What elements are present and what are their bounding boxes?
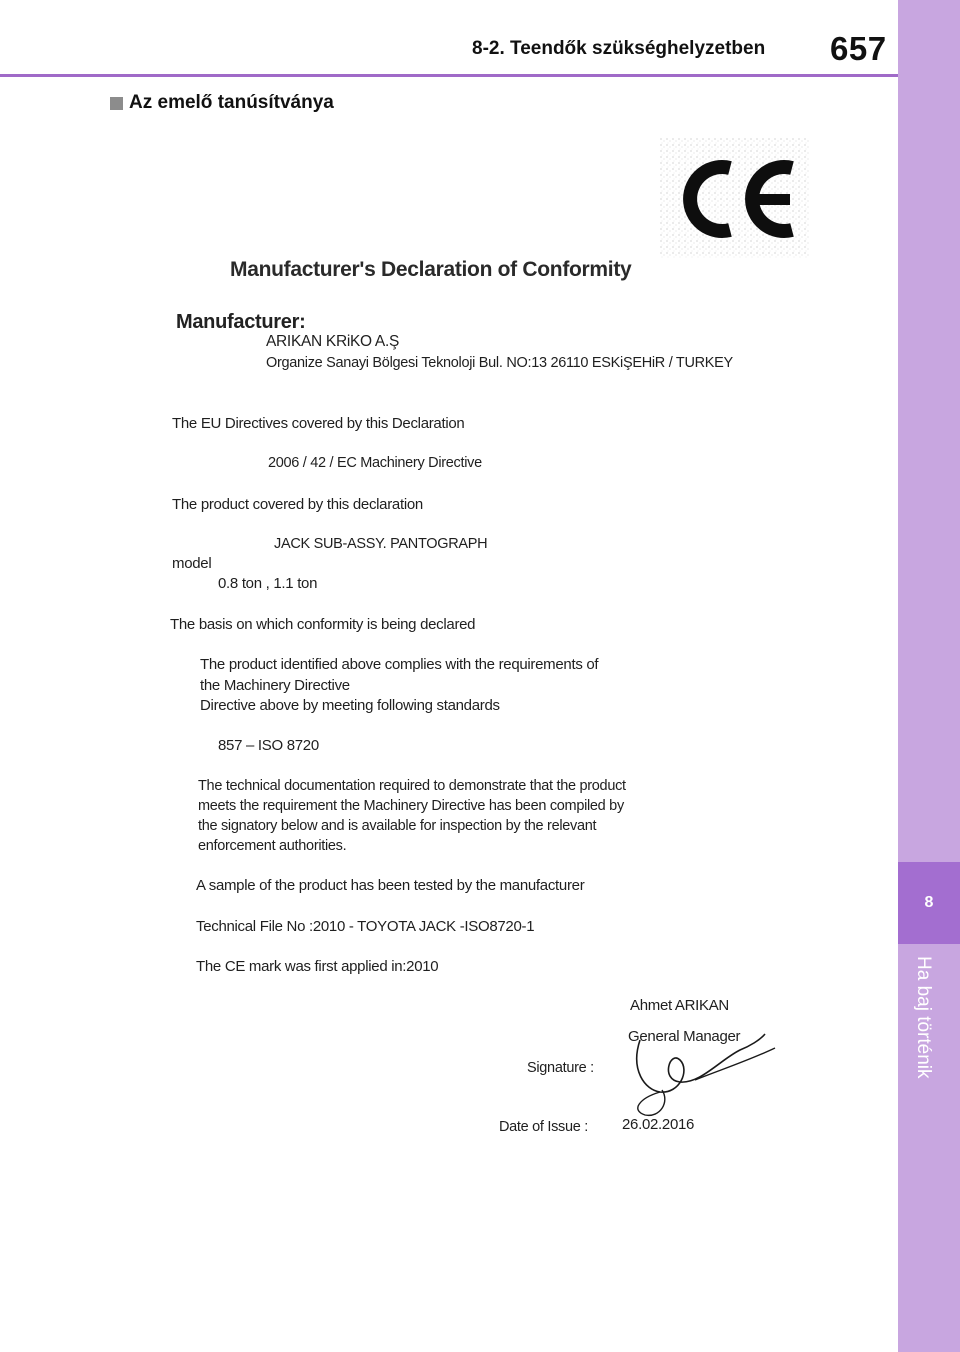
- header-rule: [0, 74, 898, 77]
- signer-name: Ahmet ARIKAN: [630, 997, 729, 1014]
- technical-line: enforcement authorities.: [198, 838, 347, 854]
- chapter-number: 8: [924, 894, 934, 911]
- basis-line: the Machinery Directive: [200, 677, 350, 694]
- manufacturer-address: Organize Sanayi Bölgesi Teknoloji Bul. NO:13 26110 ESKiŞEHiR / TURKEY: [266, 355, 733, 371]
- directive: 2006 / 42 / EC Machinery Directive: [268, 455, 482, 471]
- model-values: 0.8 ton , 1.1 ton: [218, 575, 318, 592]
- product-name: JACK SUB-ASSY. PANTOGRAPH: [274, 536, 488, 552]
- basis-label: The basis on which conformity is being declared: [170, 616, 476, 633]
- subsection-heading: [110, 92, 334, 114]
- page-number: 657: [830, 30, 887, 67]
- date-value: 26.02.2016: [622, 1116, 695, 1133]
- technical-file: Technical File No :2010 - TOYOTA JACK -ISO8720-1: [196, 918, 535, 935]
- manufacturer-label: Manufacturer:: [176, 311, 306, 333]
- subsection-title: Az emelő tanúsítványa: [129, 92, 334, 113]
- signature-icon: [600, 1020, 780, 1120]
- basis-line: Directive above by meeting following standards: [200, 697, 500, 714]
- standard: 857 – ISO 8720: [218, 737, 319, 754]
- signer-title: General Manager: [628, 1028, 741, 1045]
- product-label: The product covered by this declaration: [172, 496, 423, 513]
- sample-statement: A sample of the product has been tested by the manufacturer: [196, 877, 585, 894]
- section-title: 8-2. Teendők szükséghelyzetben: [472, 38, 766, 59]
- basis-line: The product identified above complies with the requirements of: [200, 656, 599, 673]
- ce-mark-icon: [660, 138, 810, 258]
- technical-line: the signatory below and is available for inspection by the relevant: [198, 818, 597, 834]
- directives-label: The EU Directives covered by this Declaration: [172, 415, 465, 432]
- chapter-side-band: [898, 0, 960, 1352]
- square-bullet-icon: [110, 97, 123, 110]
- model-label: model: [172, 555, 212, 572]
- technical-line: The technical documentation required to demonstrate that the product: [198, 778, 626, 794]
- technical-line: meets the requirement the Machinery Directive has been compiled by: [198, 798, 624, 814]
- signature-label: Signature :: [527, 1060, 594, 1076]
- manufacturer-name: ARIKAN KRiKO A.Ş: [266, 333, 400, 350]
- certificate-title: Manufacturer's Declaration of Conformity: [230, 258, 632, 281]
- chapter-label: Ha baj történik: [913, 956, 934, 1079]
- ce-applied-statement: The CE mark was first applied in:2010: [196, 958, 439, 975]
- date-label: Date of Issue :: [499, 1119, 588, 1135]
